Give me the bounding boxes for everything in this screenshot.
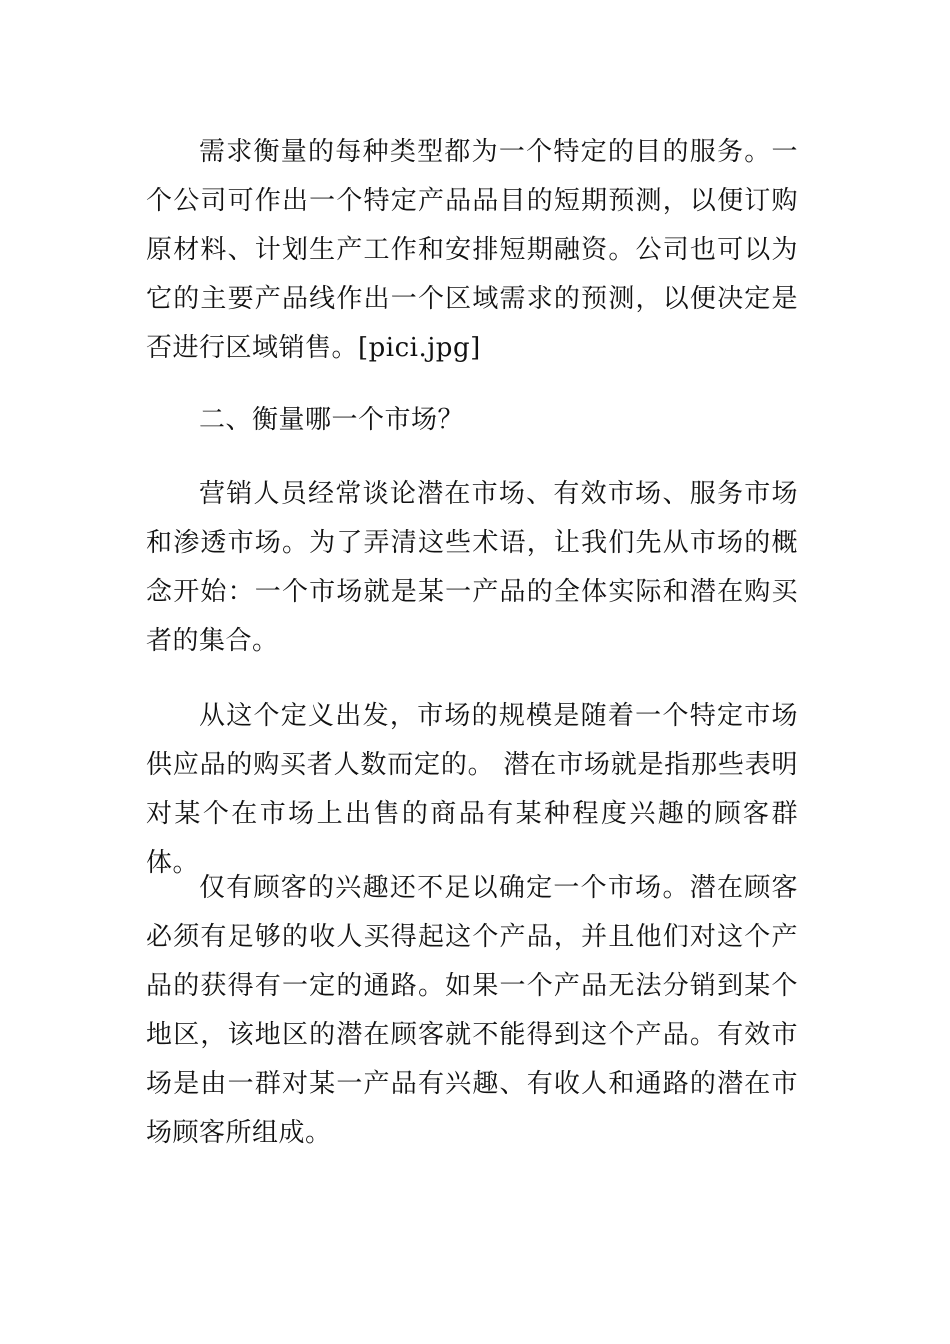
paragraph-effective-market: 仅有顾客的兴趣还不足以确定一个市场。潜在顾客必须有足够的收人买得起这个产品，并且他们对这个产品的获得有一定的通路。如果一个产品无法分销到某个地区，该地区的潜在顾客就不能得到这个产品。有效市场是由一群对某一产品有兴趣、有收人和通路的潜在市场顾客所组成。 — [146, 873, 798, 1148]
paragraph-market-size: 从这个定义出发，市场的规模是随着一个特定市场供应品的购买者人数而定的。 潜在市场就是指那些表明对某个在市场上出售的商品有某种程度兴趣的顾客群体。 — [146, 701, 798, 878]
paragraph-market-terms: 营销人员经常谈论潜在市场、有效市场、服务市场和渗透市场。为了弄清这些术语，让我们先从市场的概念开始：一个市场就是某一产品的全体实际和潜在购买者的集合。 — [146, 479, 798, 656]
paragraph-demand-measurement: 需求衡量的每种类型都为一个特定的目的服务。一个公司可作出一个特定产品品目的短期预测，以便订购原材料、计划生产工作和安排短期融资。公司也可以为它的主要产品线作出一个区域需求的预测，以便决定是否进行区域销售。[pici.jpg] — [146, 137, 798, 363]
section-heading-which-market: 二、衡量哪一个市场？ — [199, 405, 465, 435]
